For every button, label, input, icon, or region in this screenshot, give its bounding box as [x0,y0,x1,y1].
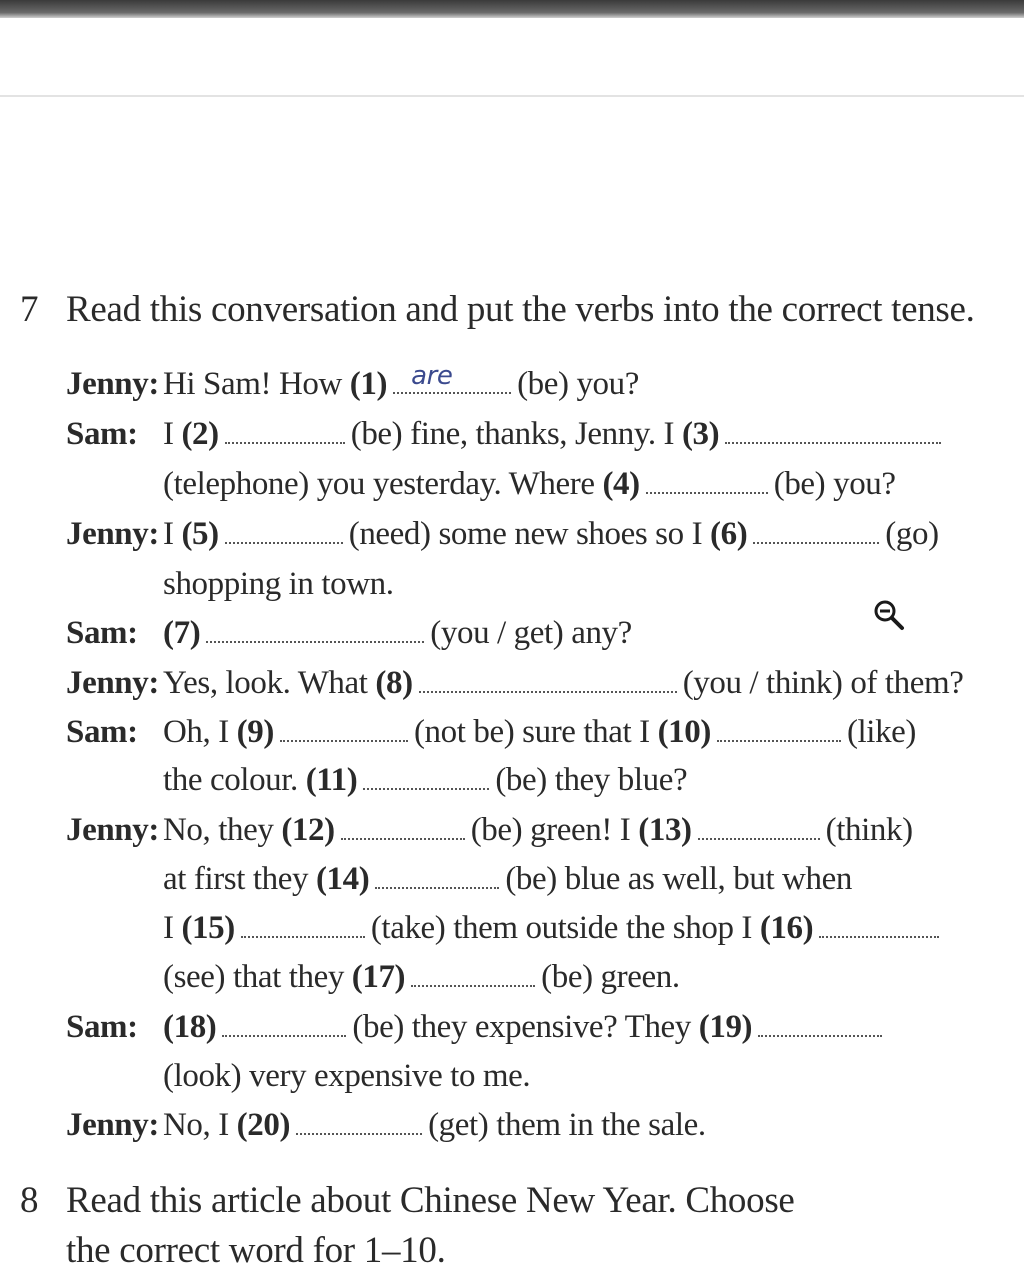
item-number: (15) [181,910,235,946]
line-text: (take) them outside the shop I [370,910,760,946]
item-number: (12) [281,812,335,848]
divider [0,95,1024,97]
line-text: Yes, look. What [163,665,376,701]
line-text: shopping in town. [163,566,394,602]
exercise-instruction-cont: the correct word for 1–10. [66,1230,446,1271]
item-number: (7) [163,615,201,651]
line-text: (be) you? [773,466,896,502]
answer-blank-3[interactable] [725,412,941,444]
line-text: No, they [163,812,282,848]
exercise-number: 7 [20,289,39,330]
item-number: (11) [305,762,358,798]
dialogue-line [163,512,939,556]
item-number: (8) [375,665,413,701]
speaker-sam: Sam: [66,1009,138,1045]
answer-blank-15[interactable] [241,906,365,938]
item-number: (17) [351,959,406,995]
dialogue-line [163,1005,888,1049]
line-text: (be) green! I [470,812,639,848]
answer-blank-10[interactable] [717,710,841,742]
answer-blank-11[interactable] [363,758,489,790]
line-text: (you / think) of them? [682,665,964,701]
answer-blank-18[interactable] [222,1005,346,1037]
line-text: No, I [163,1107,237,1143]
handwritten-answer: are [411,361,453,391]
item-number: (20) [236,1107,291,1143]
answer-blank-19[interactable] [758,1005,882,1037]
dialogue-line [163,412,947,456]
answer-blank-1[interactable] [393,362,511,394]
speaker-jenny: Jenny: [66,665,159,701]
answer-blank-7[interactable] [206,611,424,643]
exercise-instruction: Read this conversation and put the verbs into the correct tense. [66,289,975,330]
speaker-sam: Sam: [66,714,138,750]
line-text: (not be) sure that I [413,714,658,750]
dialogue-line [163,808,913,852]
item-number: (2) [181,416,219,452]
item-number: (10) [657,714,711,750]
dialogue-line [163,1054,530,1098]
dialogue-line [163,857,852,901]
line-text: (be) they blue? [495,762,688,798]
dialogue-line [163,758,687,802]
item-number: (16) [759,910,814,946]
answer-blank-12[interactable] [341,808,465,840]
answer-blank-17[interactable] [411,955,535,987]
line-text: I [163,416,182,452]
line-text: (telephone) you yesterday. Where [163,466,603,502]
item-number: (19) [698,1009,753,1045]
line-text: (look) very expensive to me. [163,1058,531,1094]
line-text: the colour. [163,762,306,798]
line-text: (go) [885,516,939,552]
dialogue-line [163,362,639,406]
speaker-jenny: Jenny: [66,516,159,552]
answer-blank-13[interactable] [698,808,820,840]
line-text: (need) some new shoes so I [348,516,711,552]
line-text: Hi Sam! How [163,366,350,402]
speaker-jenny: Jenny: [66,1107,159,1143]
zoom-out-icon[interactable] [872,598,906,632]
answer-blank-16[interactable] [819,906,939,938]
dialogue-line [163,710,916,754]
line-text: (be) blue as well, but when [505,861,852,897]
dialogue-line [163,955,680,999]
dialogue-line [163,462,896,506]
answer-blank-8[interactable] [419,661,677,693]
item-number: (1) [349,366,388,402]
line-text: Oh, I [163,714,237,750]
line-text: (be) they expensive? They [352,1009,699,1045]
dialogue-line [163,562,394,606]
answer-blank-6[interactable] [753,512,879,544]
speaker-sam: Sam: [66,416,138,452]
line-text: (be) green. [541,959,680,995]
dialogue-line [163,611,632,655]
dialogue-line [163,906,945,950]
line-text: (be) fine, thanks, Jenny. I [350,416,682,452]
line-text: at first they [163,861,316,897]
item-number: (5) [181,516,219,552]
speaker-jenny: Jenny: [66,812,159,848]
exercise-8-title [20,1176,795,1276]
line-text: (get) them in the sale. [428,1107,706,1143]
speaker-sam: Sam: [66,615,138,651]
dialogue-line [163,661,964,705]
exercise-instruction: Read this article about Chinese New Year. Choose [66,1180,795,1221]
answer-blank-4[interactable] [646,462,768,494]
top-bar [0,0,1024,18]
item-number: (9) [236,714,274,750]
item-number: (18) [163,1009,217,1045]
item-number: (6) [710,516,748,552]
item-number: (14) [315,861,370,897]
answer-blank-9[interactable] [280,710,408,742]
line-text: (like) [846,714,917,750]
item-number: (13) [638,812,692,848]
exercise-number: 8 [20,1180,39,1221]
line-text: (think) [825,812,913,848]
item-number: (3) [681,416,720,452]
answer-blank-14[interactable] [375,857,499,889]
line-text: (see) that they [163,959,352,995]
line-text: (you / get) any? [430,615,632,651]
answer-blank-20[interactable] [296,1103,422,1135]
line-text: I [163,516,182,552]
answer-blank-5[interactable] [225,512,343,544]
answer-blank-2[interactable] [225,412,345,444]
exercise-7-title [20,288,975,331]
line-text: I [163,910,182,946]
dialogue-line [163,1103,706,1147]
speaker-jenny: Jenny: [66,366,159,402]
line-text: (be) you? [517,366,639,402]
item-number: (4) [602,466,640,502]
